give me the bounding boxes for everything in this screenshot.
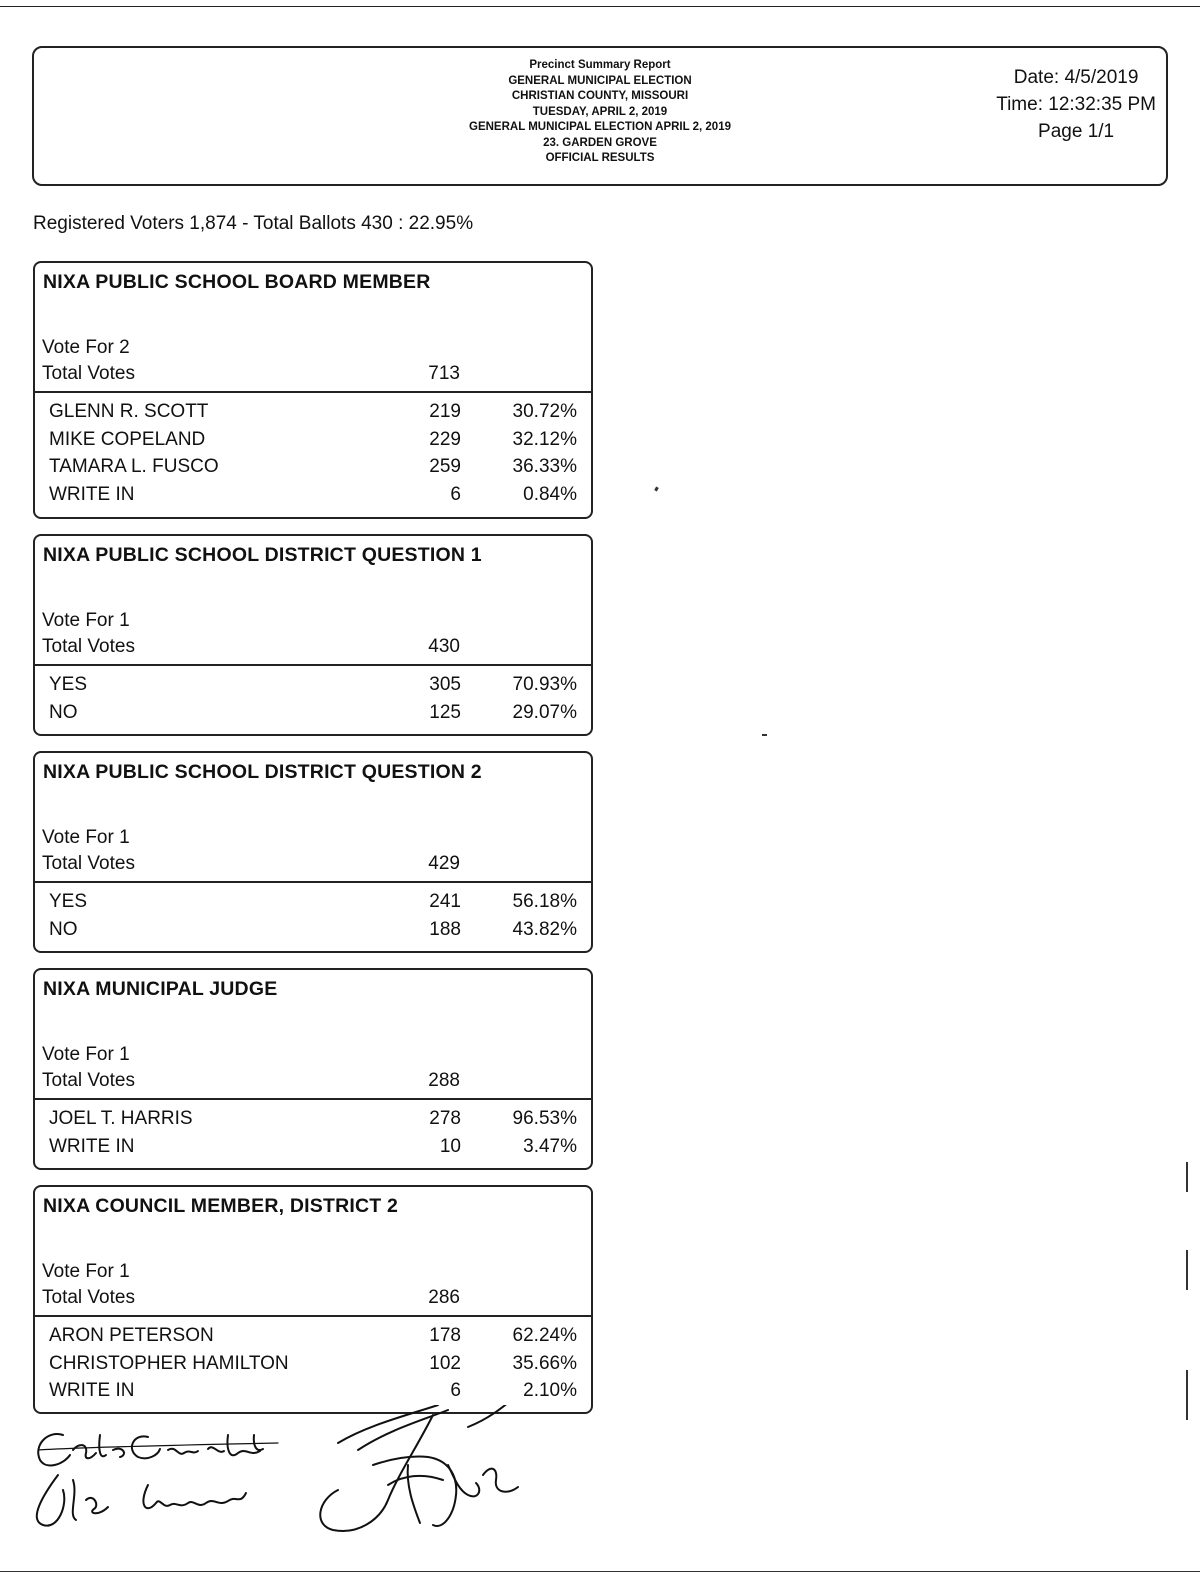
choice-percent: 35.66% [512,1352,577,1374]
vote-for: Vote For 1 [42,1044,130,1065]
choice-votes: 102 [429,1352,461,1374]
choice-votes: 10 [439,1135,461,1157]
choice-list [35,1108,591,1163]
choice-name: YES [49,674,88,695]
page-number: Page 1/1 [1038,121,1115,142]
choice-name: WRITE IN [49,1380,135,1401]
report-title: Precinct Summary Report [529,59,671,71]
choice-percent: 56.18% [512,891,577,912]
choice-percent: 62.24% [512,1325,577,1346]
choice-votes: 278 [429,1108,461,1129]
choice-votes: 229 [429,428,461,450]
choice-percent: 3.47% [523,1135,577,1157]
choice-name: TAMARA L. FUSCO [49,456,219,477]
report-meta [996,64,1156,145]
choice-row [35,919,591,947]
choice-name: JOEL T. HARRIS [49,1108,193,1129]
choice-row [35,429,591,457]
report-date: Date: 4/5/2019 [1013,67,1139,88]
election-name: GENERAL MUNICIPAL ELECTION [508,74,692,87]
choice-name: NO [49,701,78,723]
total-votes-label: Total Votes [42,1287,135,1308]
contest-box [33,968,593,1170]
total-votes-value: 430 [428,636,460,657]
choice-votes: 125 [429,701,461,723]
choice-percent: 70.93% [512,674,577,695]
choice-votes: 6 [450,483,461,505]
choice-name: ARON PETERSON [49,1325,214,1346]
choice-row [35,1380,591,1408]
contest-box [33,751,593,953]
choice-name: CHRISTOPHER HAMILTON [49,1352,289,1374]
vote-for: Vote For 1 [42,1261,130,1282]
choice-percent: 29.07% [512,701,577,723]
choice-list [35,674,591,729]
choice-list [35,891,591,946]
report-header [32,46,1168,186]
choice-row [35,891,591,919]
top-scan-line [0,6,1200,7]
total-votes-value: 429 [428,853,460,874]
contest-box [33,1185,593,1414]
choice-votes: 188 [429,918,461,940]
choice-votes: 241 [429,891,461,912]
total-votes-label: Total Votes [42,636,135,657]
choice-row [35,1325,591,1353]
contest-box [33,261,593,519]
turnout-summary: Registered Voters 1,874 - Total Ballots 430 : 22.95% [33,213,474,234]
results-status: OFFICIAL RESULTS [545,152,655,164]
choice-name: NO [49,918,78,940]
divider [35,881,591,883]
total-votes-label: Total Votes [42,1070,135,1091]
county-name: CHRISTIAN COUNTY, MISSOURI [511,90,689,102]
bottom-scan-line [0,1571,1200,1572]
choice-percent: 43.82% [512,918,577,940]
contest-title: NIXA PUBLIC SCHOOL DISTRICT QUESTION 1 [43,544,482,566]
total-votes-value: 713 [428,363,460,384]
choice-votes: 305 [429,674,461,695]
divider [35,391,591,393]
vote-for: Vote For 2 [42,337,130,358]
edge-scan-mark [1186,1162,1188,1192]
choice-votes: 178 [429,1325,461,1346]
choice-row [35,484,591,512]
scan-speck [654,487,659,492]
choice-percent: 30.72% [512,401,577,422]
total-votes-label: Total Votes [42,853,135,874]
precinct-name: 23. GARDEN GROVE [543,136,657,149]
edge-scan-mark [1186,1370,1188,1420]
contest-box [33,534,593,736]
choice-percent: 0.84% [523,483,577,505]
choice-percent: 96.53% [512,1108,577,1129]
choice-percent: 2.10% [523,1380,577,1401]
total-votes-value: 286 [428,1287,460,1308]
choice-row [35,674,591,702]
election-date: TUESDAY, APRIL 2, 2019 [532,105,668,118]
handwritten-signatures-icon [28,1405,528,1545]
choice-list [35,401,591,511]
choice-row [35,456,591,484]
contest-title: NIXA COUNCIL MEMBER, DISTRICT 2 [43,1195,399,1217]
choice-row [35,1353,591,1381]
divider [35,664,591,666]
choice-name: WRITE IN [49,483,135,505]
total-votes-label: Total Votes [42,363,135,384]
choice-list [35,1325,591,1408]
choice-row [35,702,591,730]
choice-row [35,1108,591,1136]
scan-speck [762,734,767,736]
choice-row [35,1136,591,1164]
contest-title: NIXA MUNICIPAL JUDGE [43,978,278,1000]
choice-row [35,401,591,429]
total-votes-value: 288 [428,1070,460,1091]
choice-name: WRITE IN [49,1135,135,1157]
vote-for: Vote For 1 [42,610,130,631]
divider [35,1098,591,1100]
edge-scan-mark [1186,1250,1188,1290]
contest-title: NIXA PUBLIC SCHOOL DISTRICT QUESTION 2 [43,761,482,783]
choice-name: MIKE COPELAND [49,428,206,450]
report-time: Time: 12:32:35 PM [996,94,1156,115]
choice-percent: 32.12% [512,428,577,450]
divider [35,1315,591,1317]
choice-name: YES [49,891,88,912]
election-full-name: GENERAL MUNICIPAL ELECTION APRIL 2, 2019 [469,121,731,133]
choice-percent: 36.33% [512,456,577,477]
contest-title: NIXA PUBLIC SCHOOL BOARD MEMBER [43,271,431,293]
choice-votes: 259 [429,456,461,477]
choice-name: GLENN R. SCOTT [49,401,209,422]
choice-votes: 6 [450,1380,461,1401]
choice-votes: 219 [429,401,461,422]
vote-for: Vote For 1 [42,827,130,848]
